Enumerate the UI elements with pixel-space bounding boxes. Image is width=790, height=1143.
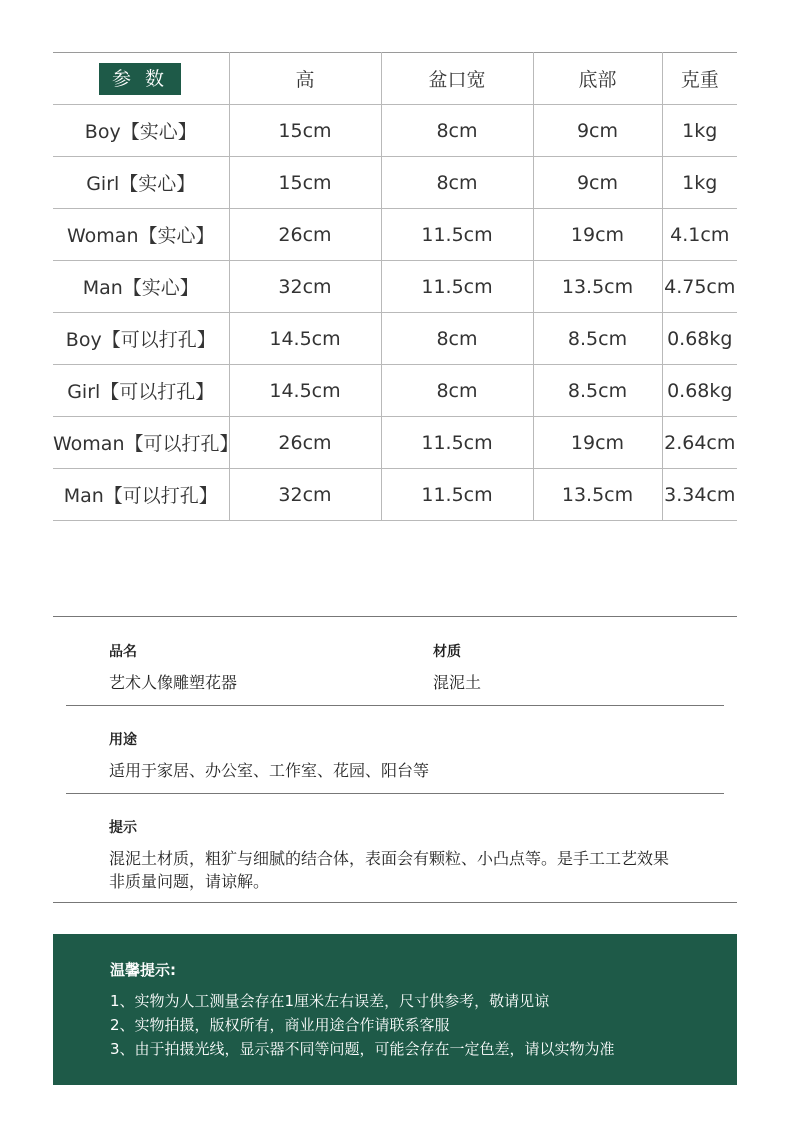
- height-cell: 14.5cm: [229, 365, 381, 417]
- usage-block: [109, 729, 429, 782]
- tip-value-line1: 混泥土材质，粗犷与细腻的结合体，表面会有颗粒、小凸点等。是手工工艺效果: [109, 849, 670, 868]
- row-name: Boy【实心】: [53, 105, 229, 157]
- mouth-width-cell: 8cm: [381, 313, 533, 365]
- column-header-weight: 克重: [662, 53, 737, 105]
- bottom-cell: 8.5cm: [533, 313, 662, 365]
- height-cell: 26cm: [229, 209, 381, 261]
- spec-table: [53, 52, 737, 521]
- weight-cell: 4.1cm: [662, 209, 737, 261]
- height-cell: 32cm: [229, 261, 381, 313]
- weight-cell: 2.64cm: [662, 417, 737, 469]
- divider: [66, 793, 724, 794]
- bottom-cell: 19cm: [533, 417, 662, 469]
- notice-box: [53, 934, 737, 1085]
- weight-cell: 3.34cm: [662, 469, 737, 521]
- notice-line: 2、实物拍摄，版权所有，商业用途合作请联系客服: [110, 1016, 450, 1034]
- product-name-value: 艺术人像雕塑花器: [109, 673, 238, 692]
- mouth-width-cell: 11.5cm: [381, 469, 533, 521]
- table-row: [53, 469, 737, 521]
- column-header-mouth-width: 盆口宽: [381, 53, 533, 105]
- product-info-section: [53, 616, 737, 903]
- weight-cell: 0.68kg: [662, 365, 737, 417]
- column-header-bottom: 底部: [533, 53, 662, 105]
- height-cell: 15cm: [229, 105, 381, 157]
- bottom-cell: 9cm: [533, 157, 662, 209]
- notice-line: 3、由于拍摄光线，显示器不同等问题，可能会存在一定色差，请以实物为准: [110, 1040, 615, 1058]
- material-label: 材质: [433, 644, 461, 660]
- bottom-cell: 8.5cm: [533, 365, 662, 417]
- height-cell: 26cm: [229, 417, 381, 469]
- tip-label: 提示: [109, 820, 137, 836]
- row-name: Woman【实心】: [53, 209, 229, 261]
- weight-cell: 4.75cm: [662, 261, 737, 313]
- bottom-cell: 19cm: [533, 209, 662, 261]
- table-row: [53, 313, 737, 365]
- mouth-width-cell: 8cm: [381, 105, 533, 157]
- row-name: Man【实心】: [53, 261, 229, 313]
- tip-block: [109, 817, 669, 893]
- product-name-label: 品名: [109, 644, 137, 660]
- row-name: Girl【实心】: [53, 157, 229, 209]
- bottom-cell: 13.5cm: [533, 261, 662, 313]
- row-name: Man【可以打孔】: [53, 469, 229, 521]
- spec-table-header-row: [53, 53, 737, 105]
- material-value: 混泥土: [433, 673, 482, 692]
- usage-label: 用途: [109, 732, 137, 748]
- row-name: Woman【可以打孔】: [53, 417, 229, 469]
- notice-line: 1、实物为人工测量会存在1厘米左右误差，尺寸供参考，敬请见谅: [110, 992, 550, 1010]
- table-row: [53, 157, 737, 209]
- bottom-cell: 13.5cm: [533, 469, 662, 521]
- mouth-width-cell: 8cm: [381, 365, 533, 417]
- height-cell: 14.5cm: [229, 313, 381, 365]
- height-cell: 15cm: [229, 157, 381, 209]
- weight-cell: 1kg: [662, 105, 737, 157]
- weight-cell: 1kg: [662, 157, 737, 209]
- table-row: [53, 261, 737, 313]
- divider: [66, 705, 724, 706]
- mouth-width-cell: 8cm: [381, 157, 533, 209]
- material-block: [433, 641, 481, 694]
- param-badge: 参 数: [99, 63, 181, 95]
- weight-cell: 0.68kg: [662, 313, 737, 365]
- row-name: Girl【可以打孔】: [53, 365, 229, 417]
- table-row: [53, 365, 737, 417]
- column-header-height: 高: [229, 53, 381, 105]
- product-name-block: [109, 641, 237, 694]
- param-header-cell: [53, 53, 229, 105]
- height-cell: 32cm: [229, 469, 381, 521]
- tip-value-line2: 非质量问题，请谅解。: [109, 872, 270, 891]
- mouth-width-cell: 11.5cm: [381, 417, 533, 469]
- table-row: [53, 209, 737, 261]
- table-row: [53, 105, 737, 157]
- table-row: [53, 417, 737, 469]
- mouth-width-cell: 11.5cm: [381, 261, 533, 313]
- row-name: Boy【可以打孔】: [53, 313, 229, 365]
- bottom-cell: 9cm: [533, 105, 662, 157]
- usage-value: 适用于家居、办公室、工作室、花园、阳台等: [109, 761, 430, 780]
- notice-title: 温馨提示:: [110, 961, 176, 979]
- mouth-width-cell: 11.5cm: [381, 209, 533, 261]
- notice-lines: [110, 989, 615, 1061]
